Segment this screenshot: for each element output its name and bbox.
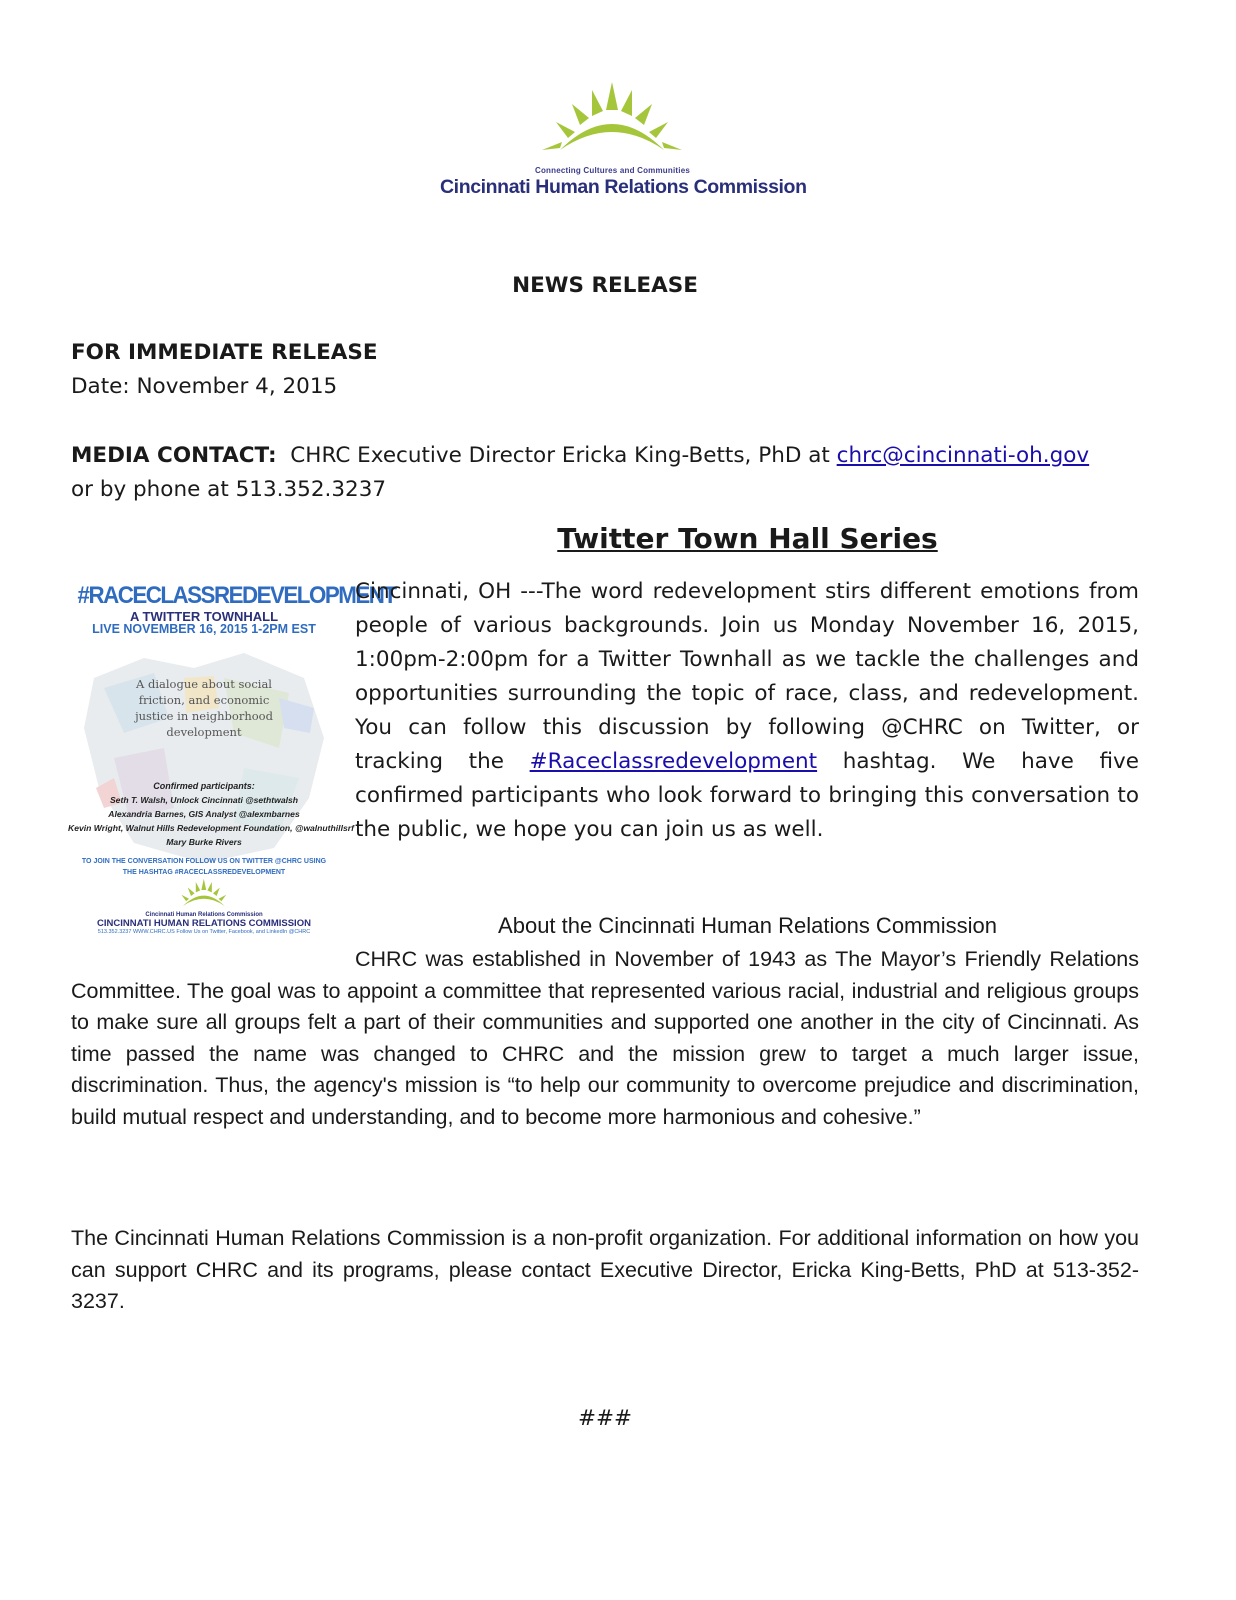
about-paragraph	[71, 944, 1139, 1133]
news-release-heading: NEWS RELEASE	[512, 273, 698, 298]
article-title: Twitter Town Hall Series	[557, 522, 938, 555]
flyer-footer: 513.352.3237 WWW.CHRC.US Follow Us on Twitter, Facebook, and LinkedIn @CHRC	[97, 929, 311, 935]
flyer-dialogue-text: A dialogue about social friction, and economic justice in neighborhood development	[135, 677, 273, 739]
media-contact-label: MEDIA CONTACT:	[71, 443, 277, 468]
contact-phone: or by phone at 513.352.3237	[71, 477, 387, 502]
end-mark: ###	[577, 1406, 633, 1431]
media-contact-text: CHRC Executive Director Ericka King-Betts, PhD at	[276, 443, 837, 468]
city-map-graphic	[74, 638, 334, 868]
flyer-org-big: CINCINNATI HUMAN RELATIONS COMMISSION	[97, 918, 311, 929]
flyer-sun-logo-icon	[174, 878, 234, 910]
flyer-join-text: TO JOIN THE CONVERSATION FOLLOW US ON TWITTER @CHRC USING THE HASHTAG #RACECLASSREDEVELOPMENT	[81, 858, 327, 876]
flyer-confirmed-label: Confirmed participants:	[153, 781, 255, 791]
article-paragraph-1	[355, 575, 1139, 847]
hashtag-link[interactable]: #Raceclassredevelopment	[529, 749, 818, 774]
about-paragraph-text: CHRC was established in November of 1943 as The Mayor’s Friendly Relations Committee. The goal was to appoint a committee that represented various racial, industrial and religious groups to make sure all groups felt a part of their communities and supported one another in the city of Cincinnati. As time passed the name was changed to CHRC and the mission grew to target a much larger issue, discrimination. Thus, the agency's mission is “to help our community to overcome prejudice and discrimination, build mutual respect and understanding, and to become more harmonious and cohesive.”	[71, 947, 1139, 1129]
townhall-flyer-image	[68, 578, 396, 940]
flyer-participant: Alexandria Barnes, GIS Analyst @alexmbarnes	[108, 809, 300, 819]
para1-text-a: Cincinnati, OH ---The word redevelopment stirs different emotions from people of various backgrounds. Join us Monday November 16, 2015, 1:00pm-2:00pm for a Twitter Townhall as we tackle the challenges and opportunities surrounding the topic of race, class, and redevelopment. You can follow this discussion by following @CHRC on Twitter, or tracking the	[355, 579, 1139, 774]
flyer-participant: Seth T. Walsh, Unlock Cincinnati @sethtwalsh	[109, 795, 299, 805]
media-contact-line	[71, 443, 1089, 468]
logo-org-name: Cincinnati Human Relations Commission	[440, 176, 807, 198]
flyer-hashtag-title: #RACECLASSREDEVELOPMENT	[77, 582, 396, 609]
contact-email-link[interactable]: chrc@cincinnati-oh.gov	[836, 443, 1090, 468]
release-date: Date: November 4, 2015	[71, 374, 338, 399]
flyer-participant: Kevin Wright, Walnut Hills Redevelopment Foundation, @walnuthillsrf	[68, 823, 354, 833]
flyer-live-date: LIVE NOVEMBER 16, 2015 1-2PM EST	[92, 622, 316, 636]
flyer-subtitle: A TWITTER TOWNHALL	[129, 609, 279, 624]
chrc-logo	[440, 80, 807, 205]
sun-logo-icon	[540, 80, 685, 160]
about-heading: About the Cincinnati Human Relations Commission	[498, 913, 997, 938]
flyer-participant: Mary Burke Rivers	[166, 837, 242, 847]
nonprofit-paragraph: The Cincinnati Human Relations Commission is a non-profit organization. For additional information on how you can support CHRC and its programs, please contact Executive Director, Ericka King-Betts, PhD at 513-352-3237.	[71, 1226, 1139, 1313]
immediate-release-label: FOR IMMEDIATE RELEASE	[71, 340, 378, 365]
flyer-org-small: Cincinnati Human Relations Commission	[145, 912, 263, 918]
logo-tagline: Connecting Cultures and Communities	[534, 166, 690, 175]
para1-text-b: hashtag. We have five confirmed participants who look forward to bringing this conversation to the public, we hope you can join us as well.	[355, 749, 1139, 842]
